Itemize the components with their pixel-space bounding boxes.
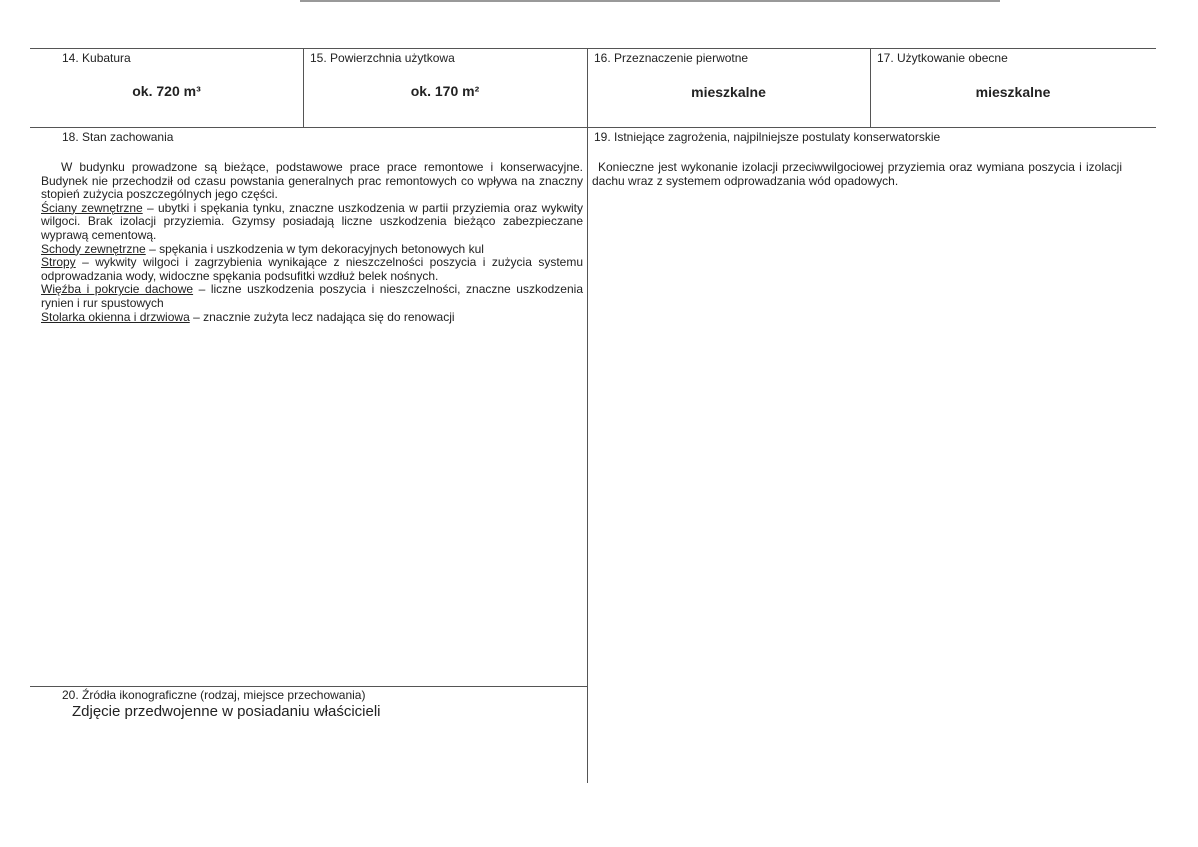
- field-value-przeznaczenie: mieszkalne: [691, 84, 766, 100]
- field-label-uzytkowanie: 17. Użytkowanie obecne: [877, 51, 1008, 65]
- row-divider: [30, 686, 588, 687]
- stan-item: Schody zewnętrzne – spękania i uszkodzenia w tym dekoracyjnych betonowych kul: [41, 241, 484, 256]
- stan-text: [41, 161, 583, 324]
- field-label-kubatura: 14. Kubatura: [62, 51, 131, 65]
- field-value-powierzchnia: ok. 170 m²: [410, 83, 480, 99]
- stan-item: Ściany zewnętrzne – ubytki i spękania tynku, znaczne uszkodzenia w partii przyziemia oraz wykwity wilgoci. Brak izolacji przyziemia. Gzymsy posiadają liczne uszkodzenia bieżąco zabezpieczane wyprawą cementową.: [41, 200, 584, 242]
- field-value-uzytkowanie: mieszkalne: [975, 84, 1051, 100]
- stan-item: Więźba i pokrycie dachowe – liczne uszkodzenia poszycia i nieszczelności, znaczne uszkodzenia rynien i rur spustowych: [41, 282, 583, 310]
- row-divider: [30, 127, 1156, 128]
- field-value-kubatura: ok. 720 m³: [132, 83, 201, 99]
- stan-item: Stolarka okienna i drzwiowa – znacznie zużyta lecz nadająca się do renowacji: [41, 309, 455, 324]
- field-label-powierzchnia: 15. Powierzchnia użytkowa: [310, 51, 455, 65]
- col-divider: [587, 48, 588, 783]
- field-label-przeznaczenie: 16. Przeznaczenie pierwotne: [594, 51, 749, 65]
- zagrozenia-label: 19. Istniejące zagrożenia, najpilniejsze postulaty konserwatorskie: [594, 130, 941, 144]
- zrodla-label: 20. Źródła ikonograficzne (rodzaj, miejsce przechowania): [62, 688, 366, 702]
- scan-edge: [300, 0, 1000, 2]
- stan-label: 18. Stan zachowania: [62, 130, 174, 144]
- stan-intro: W budynku prowadzone są bieżące, podstawowe prace prace remontowe i konserwacyjne. Budynek nie przechodził od czasu powstania generalnych prac remontowych co wpływa na znaczny stopień zużycia poszczególnych jego części.: [41, 160, 583, 202]
- zagrozenia-text: Konieczne jest wykonanie izolacji przeciwwilgociowej przyziemia oraz wymiana poszycia i izolacji dachu wraz z systemem odprowadzania wód opadowych.: [592, 160, 1122, 188]
- stan-item: Stropy – wykwity wilgoci i zagrzybienia wynikające z nieszczelności poszycia i zużycia systemu odprowadzania wody, widoczne spękania podsufitki wzdłuż belek nośnych.: [41, 255, 583, 283]
- table-border-top: [30, 48, 1156, 49]
- zrodla-text: Zdjęcie przedwojenne w posiadaniu właścicieli: [72, 703, 381, 720]
